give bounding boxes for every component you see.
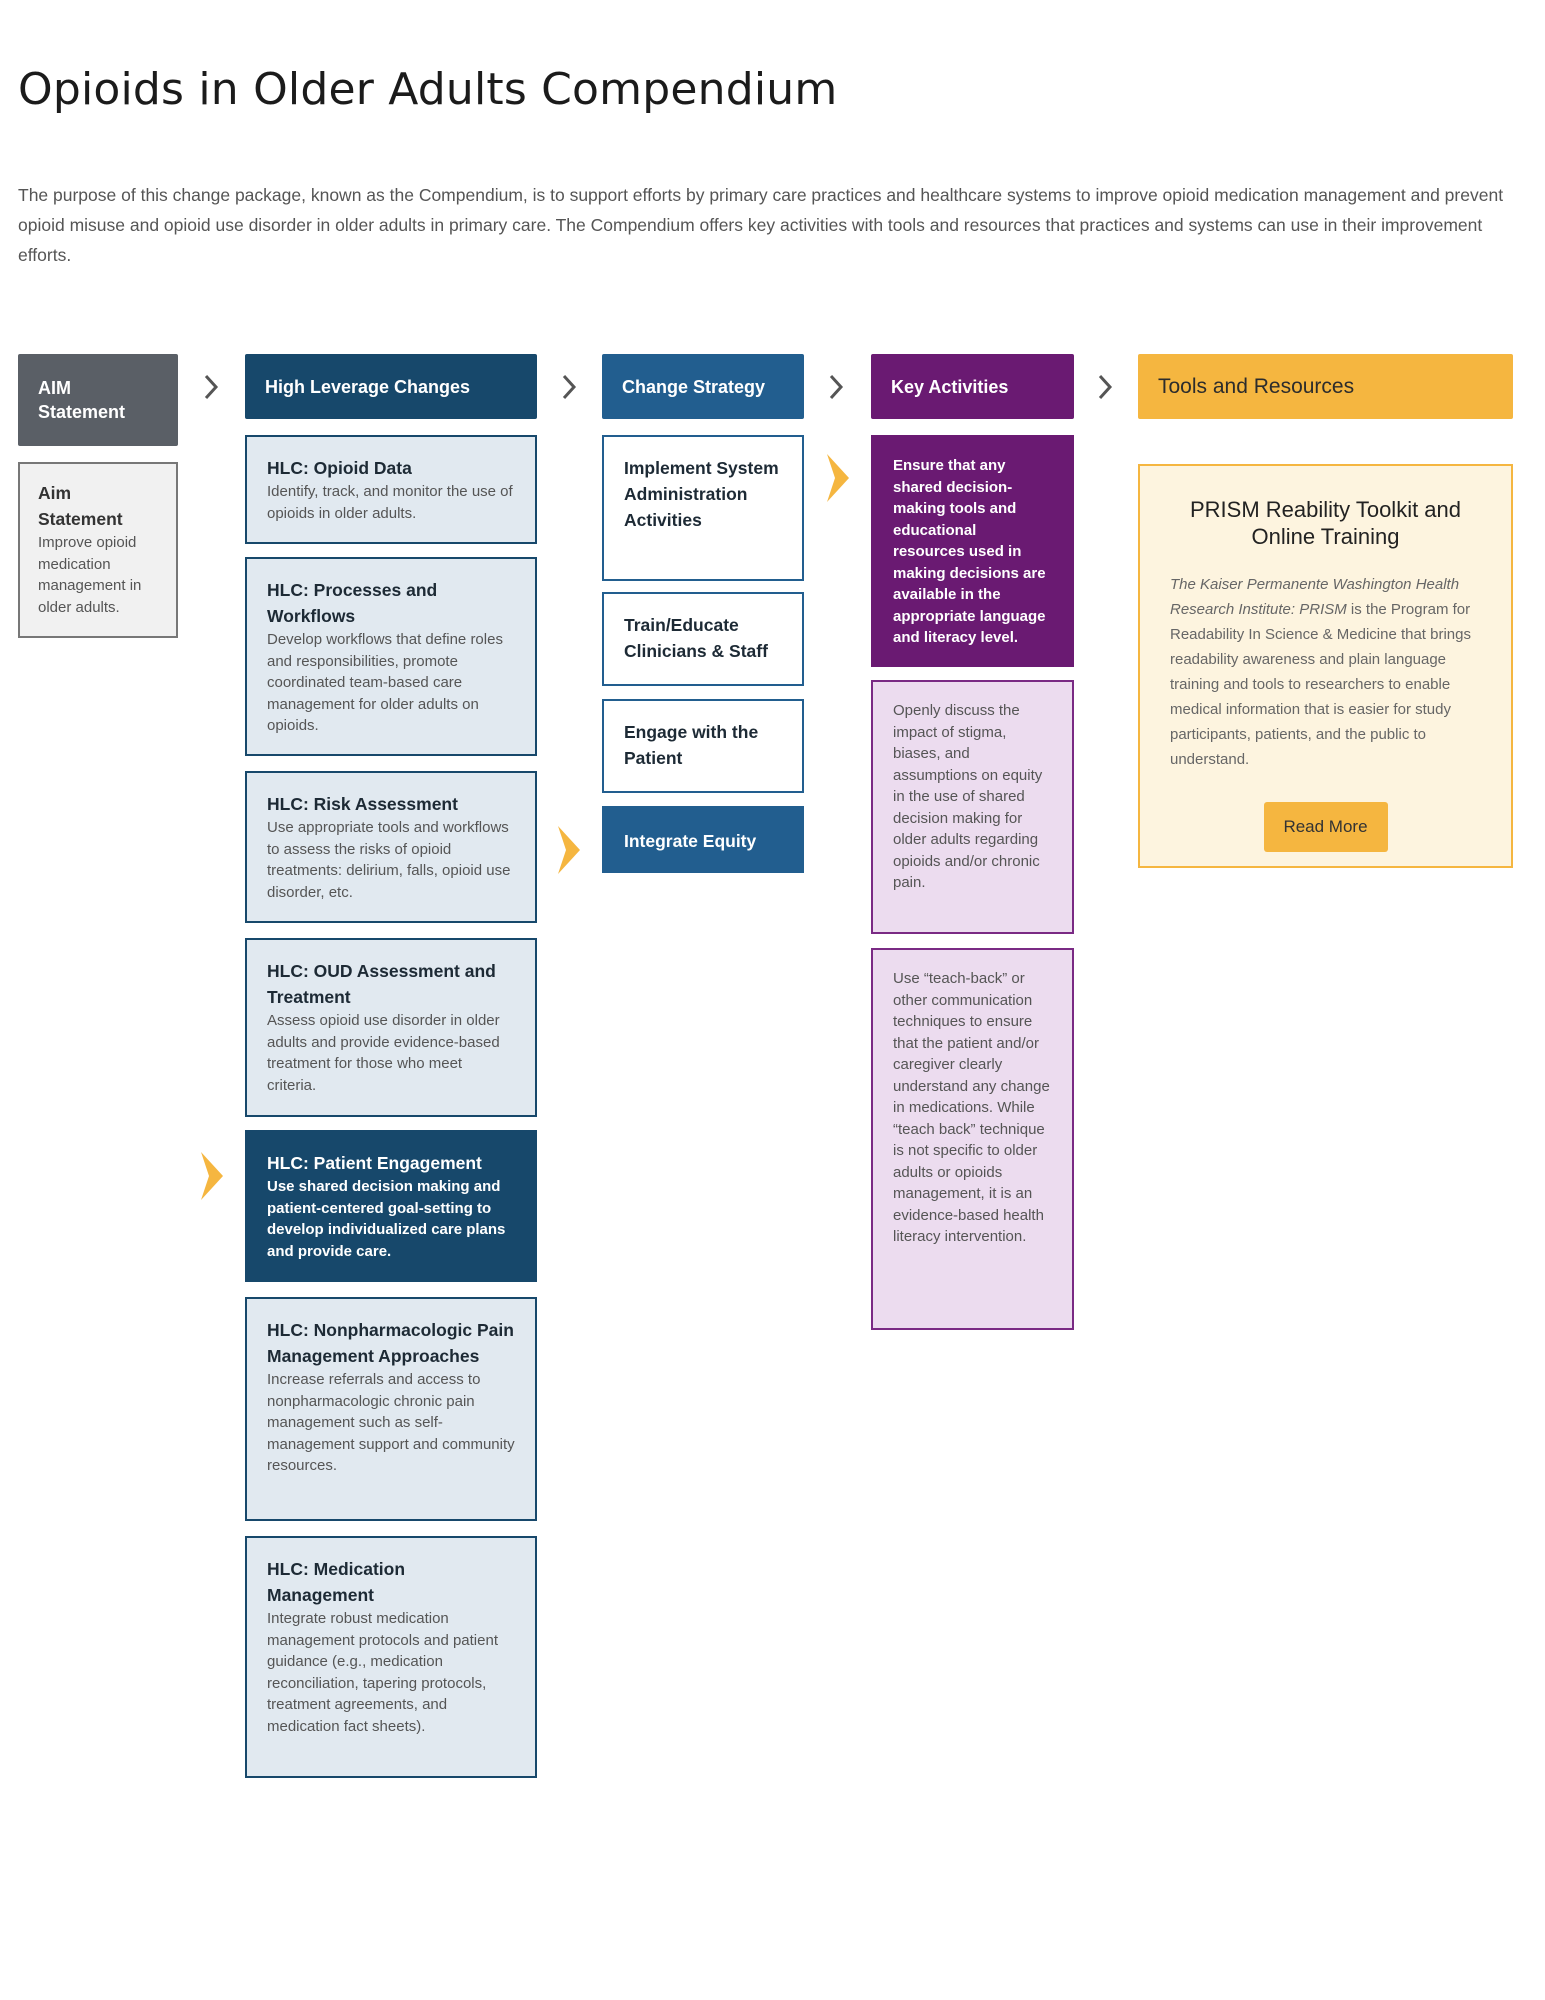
change-strategy-title: Train/Educate Clinicians & Staff — [624, 615, 768, 661]
hlc-card-nonpharmacologic[interactable] — [245, 1297, 537, 1521]
hlc-card-risk-assessment[interactable] — [245, 771, 537, 923]
page-title: Opioids in Older Adults Compendium — [18, 64, 838, 115]
hlc-description: Develop workflows that define roles and responsibilities, promote coordinated team-based care management for older adults on opioids. — [267, 631, 503, 734]
tool-resource-description — [1170, 572, 1481, 772]
tool-resource-source: The Kaiser Permanente Washington Health Research Institute: PRISM — [1170, 576, 1460, 618]
change-strategy-engage-patient[interactable] — [602, 699, 804, 793]
tools-and-resources-header: Tools and Resources — [1138, 354, 1513, 419]
key-activities-header: Key Activities — [871, 354, 1074, 419]
selected-arrow-icon — [556, 824, 582, 876]
aim-statement-card[interactable] — [18, 462, 178, 638]
hlc-title: HLC: OUD Assessment and Treatment — [267, 961, 496, 1007]
aim-card-title: Aim Statement — [38, 483, 123, 529]
change-strategy-title: Integrate Equity — [624, 831, 757, 851]
hlc-description: Integrate robust medication management protocols and patient guidance (e.g., medication reconciliation, tapering protocols, treatment agreements, and medication fact sheets). — [267, 1610, 498, 1735]
change-strategy-integrate-equity[interactable] — [602, 806, 804, 873]
key-activity-card[interactable] — [871, 435, 1074, 667]
key-activity-text: Use “teach-back” or other communication techniques to ensure that the patient and/or caregiver clearly understand any change in medications. While “teach back” technique is not specific to older adults or opioids management, it is an evidence-based health literacy intervention. — [893, 970, 1050, 1245]
high-leverage-changes-header: High Leverage Changes — [245, 354, 537, 419]
change-strategy-title: Implement System Administration Activities — [624, 458, 779, 530]
hlc-card-medication-management[interactable] — [245, 1536, 537, 1778]
change-strategy-title: Engage with the Patient — [624, 722, 759, 768]
hlc-card-patient-engagement[interactable] — [245, 1130, 537, 1282]
tool-resource-title: PRISM Reability Toolkit and Online Training — [1189, 497, 1462, 549]
hlc-description: Assess opioid use disorder in older adults and provide evidence-based treatment for those who meet criteria. — [267, 1012, 500, 1094]
aim-statement-header: AIM Statement — [18, 354, 178, 446]
key-activity-card[interactable] — [871, 680, 1074, 934]
change-strategy-train-educate[interactable] — [602, 592, 804, 686]
read-more-button[interactable]: Read More — [1264, 802, 1388, 852]
key-activity-card[interactable] — [871, 948, 1074, 1330]
chevron-right-icon — [826, 372, 846, 402]
hlc-title: HLC: Opioid Data — [267, 458, 412, 478]
selected-arrow-icon — [825, 452, 851, 504]
hlc-description: Identify, track, and monitor the use of opioids in older adults. — [267, 483, 513, 522]
selected-arrow-icon — [199, 1150, 225, 1202]
hlc-card-processes-workflows[interactable] — [245, 557, 537, 756]
chevron-right-icon — [201, 372, 221, 402]
intro-paragraph: The purpose of this change package, known as the Compendium, is to support efforts by primary care practices and healthcare systems to improve opioid medication management and prevent opioid misuse and opioid use disorder in older adults in primary care. The Compendium offers key activities with tools and resources that practices and systems can use in their improvement efforts. — [18, 185, 1504, 265]
hlc-description: Use shared decision making and patient-centered goal-setting to develop individualized care plans and provide care. — [267, 1178, 506, 1260]
hlc-title: HLC: Processes and Workflows — [267, 580, 438, 626]
chevron-right-icon — [1095, 372, 1115, 402]
hlc-title: HLC: Nonpharmacologic Pain Management Approaches — [267, 1320, 514, 1366]
tool-resource-description-text: is the Program for Readability In Science & Medicine that brings readability awareness and plain language training and tools to researchers to enable medical information that is easier for study participants, patients, and the public to understand. — [1170, 601, 1471, 768]
change-strategy-header: Change Strategy — [602, 354, 804, 419]
hlc-title: HLC: Risk Assessment — [267, 794, 458, 814]
aim-card-text: Improve opioid medication management in older adults. — [38, 534, 142, 616]
hlc-title: HLC: Patient Engagement — [267, 1153, 482, 1173]
chevron-right-icon — [559, 372, 579, 402]
key-activity-text: Ensure that any shared decision-making tools and educational resources used in making decisions are available in the appropriate language and literacy level. — [893, 457, 1046, 646]
hlc-description: Increase referrals and access to nonpharmacologic chronic pain management such as self-management support and community resources. — [267, 1371, 515, 1474]
hlc-card-oud-assessment[interactable] — [245, 938, 537, 1117]
hlc-title: HLC: Medication Management — [267, 1559, 406, 1605]
change-strategy-implement-system[interactable] — [602, 435, 804, 581]
tool-resource-card — [1138, 464, 1513, 868]
key-activity-text: Openly discuss the impact of stigma, biases, and assumptions on equity in the use of shared decision making for older adults regarding opioids and/or chronic pain. — [893, 702, 1043, 891]
hlc-card-opioid-data[interactable] — [245, 435, 537, 544]
hlc-description: Use appropriate tools and workflows to assess the risks of opioid treatments: delirium, falls, opioid use disorder, etc. — [267, 819, 511, 901]
